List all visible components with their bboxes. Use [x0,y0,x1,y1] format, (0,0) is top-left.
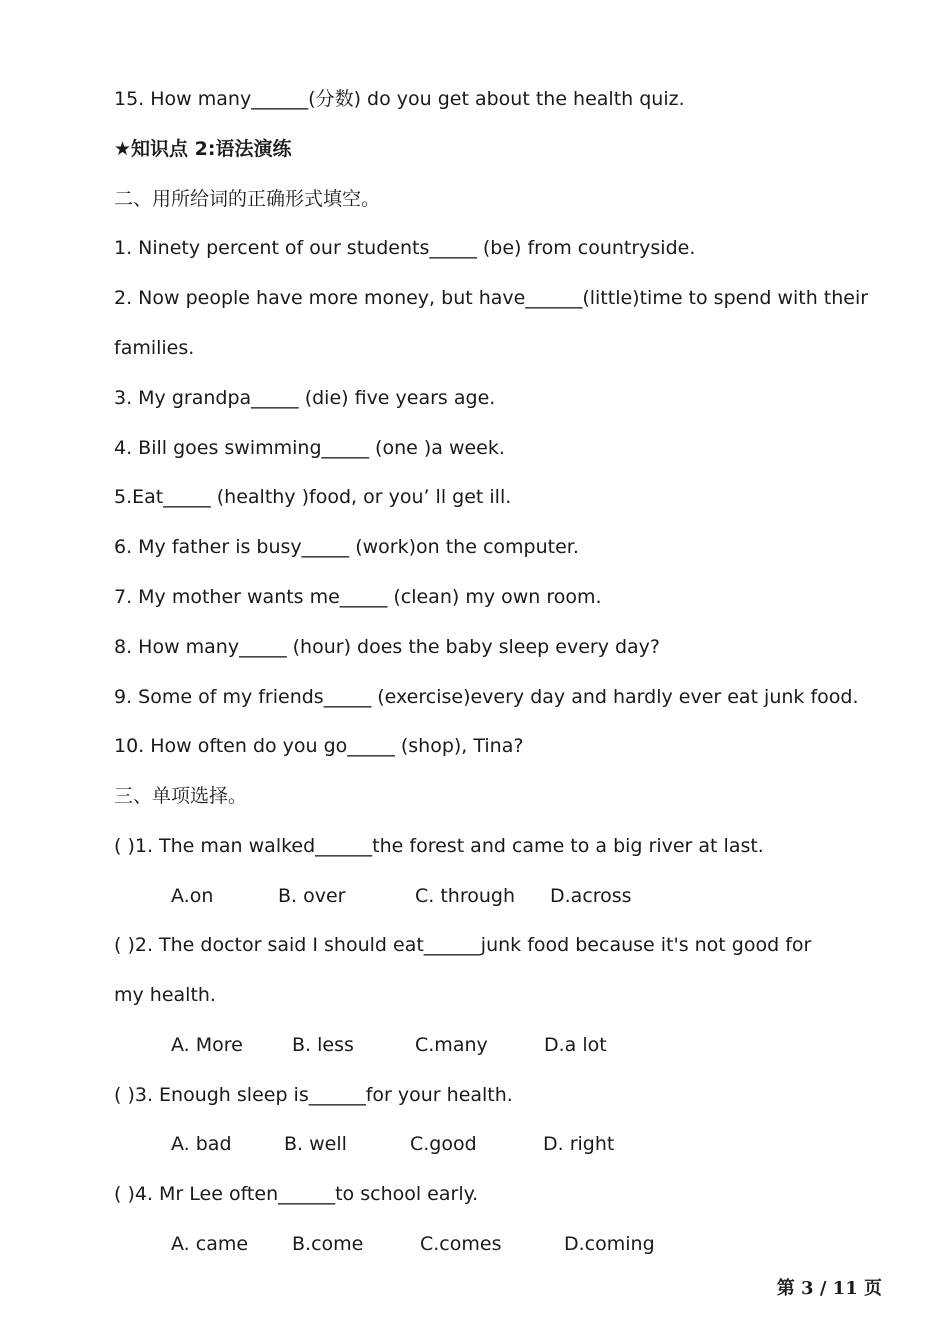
option-d: D.a lot [544,1034,607,1056]
option-b: B. well [284,1133,347,1155]
fill-question-2: 2. Now people have more money, but have______(little)time to spend with their [114,287,869,309]
option-d: D.coming [564,1233,655,1255]
fill-question-7: 7. My mother wants me_____ (clean) my own room. [114,586,602,608]
fill-question-9: 9. Some of my friends_____ (exercise)every day and hardly ever eat junk food. [114,686,859,708]
option-a: A. More [171,1034,243,1056]
fill-question-8: 8. How many_____ (hour) does the baby sleep every day? [114,636,661,658]
option-c: C.comes [420,1233,502,1255]
choice-question-3: ( )3. Enough sleep is______for your health. [114,1084,513,1106]
option-a: A. came [171,1233,249,1255]
choice-question-2: ( )2. The doctor said I should eat______junk food because it's not good for [114,934,812,956]
choice-question-1: ( )1. The man walked______the forest and came to a big river at last. [114,835,764,857]
option-c: C.many [415,1034,488,1056]
choice-question-2-continued: my health. [114,984,216,1006]
choice-question-4: ( )4. Mr Lee often______to school early. [114,1183,479,1205]
section-heading-fill-in: 二、用所给词的正确形式填空。 [114,188,381,210]
fill-question-4: 4. Bill goes swimming_____ (one )a week. [114,437,505,459]
fill-question-1: 1. Ninety percent of our students_____ (be) from countryside. [114,237,696,259]
fill-question-10: 10. How often do you go_____ (shop), Tina? [114,735,524,757]
option-a: A. bad [171,1133,232,1155]
fill-question-6: 6. My father is busy_____ (work)on the computer. [114,536,579,558]
option-c: C.good [410,1133,477,1155]
section-heading-knowledge-point-2: ★知识点 2:语法演练 [114,138,292,160]
question-15-line: 15. How many______(分数) do you get about the health quiz. [114,88,685,110]
section-heading-multiple-choice: 三、单项选择。 [114,785,248,807]
option-b: B.come [292,1233,364,1255]
option-b: B. less [292,1034,354,1056]
option-a: A.on [171,885,214,907]
page-number: 第 3 / 11 页 [776,1278,882,1299]
fill-question-2-continued: families. [114,337,195,359]
option-d: D.across [550,885,632,907]
fill-question-5: 5.Eat_____ (healthy )food, or you’ ll get ill. [114,486,512,508]
option-b: B. over [278,885,346,907]
option-c: C. through [415,885,516,907]
fill-question-3: 3. My grandpa_____ (die) five years age. [114,387,496,409]
option-d: D. right [543,1133,615,1155]
